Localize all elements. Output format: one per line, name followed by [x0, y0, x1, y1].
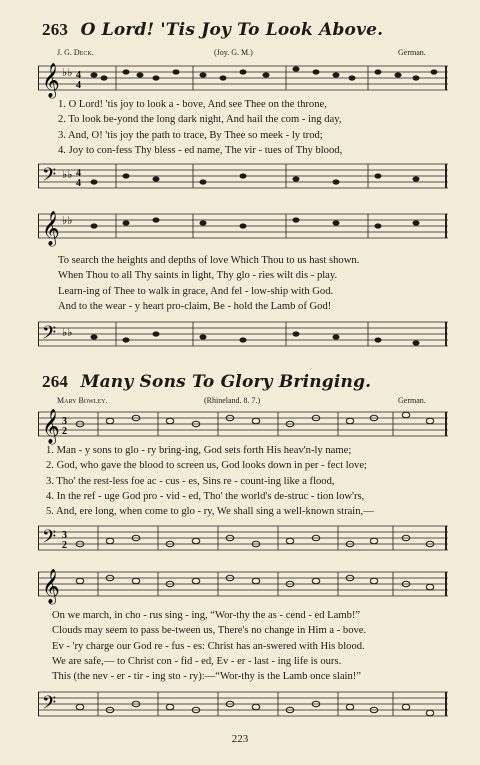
hymn-264-verses-top — [46, 443, 446, 519]
page-number: 223 — [231, 733, 249, 745]
verse-line: Clouds may seem to pass be-tween us, There's no change in Him a - bove. — [52, 625, 367, 637]
verse-line: On we march, in cho - rus sing - ing, “Wor-thy the as - cend - ed Lamb!” — [52, 610, 361, 621]
hymn-264-author: Mary Bowley. — [57, 396, 108, 405]
svg-text:4: 4 — [76, 80, 81, 91]
svg-text:𝄢: 𝄢 — [42, 323, 57, 348]
hymn-264-title — [42, 372, 371, 392]
verse-line: 2. To look be-yond the long dark night, And hail the com - ing day, — [58, 114, 342, 126]
hymn-263-author: J. G. Deck. — [57, 48, 94, 57]
verse-line: 1. Man - y sons to glo - ry bring-ing, God sets forth His heav'n-ly name; — [46, 445, 352, 456]
staff-treble-system-2 — [38, 206, 448, 248]
verse-line: 3. Tho' the rest-less foe ac - cus - es, Sins re - count-ing like a flood, — [46, 475, 335, 487]
verse-line: 4. Joy to con-fess Thy bless - ed name, The vir - tues of Thy blood, — [58, 144, 343, 156]
verse-line: 1. O Lord! 'tis joy to look a - bove, And see Thee on the throne, — [58, 99, 327, 110]
verse-line: Ev - 'ry charge our God re - fus - es: Christ has an-swered with His blood. — [52, 640, 365, 652]
staff-bass-system-3 — [38, 518, 448, 560]
verse-line: When Thou to all Thy saints in light, Thy glo - ries wilt dis - play. — [58, 270, 338, 282]
verse-line: 5. And, ere long, when come to glo - ry, We shall sing a well-known strain,— — [46, 506, 374, 518]
verse-line: 4. In the ref - uge God pro - vid - ed, Tho' the world's de-struc - tion low'rs, — [46, 490, 365, 502]
svg-text:4: 4 — [76, 168, 81, 179]
staff-bass-system-4 — [38, 684, 448, 726]
svg-text:2: 2 — [62, 426, 67, 437]
svg-text:𝄞: 𝄞 — [42, 569, 60, 604]
staff-treble-system-1 — [38, 58, 448, 100]
svg-text:3: 3 — [62, 530, 67, 541]
verse-line: To search the heights and depths of love Which Thou to us hast shown. — [58, 255, 360, 266]
svg-text:♭♭: ♭♭ — [62, 327, 73, 339]
hymn-number: 264 — [42, 372, 69, 391]
verse-line: And to the wear - y heart pro-claim, Be - hold the Lamb of God! — [58, 300, 332, 312]
hymn-263-verses-top — [58, 97, 438, 158]
staff-bass-system-1 — [38, 156, 448, 198]
verse-line: This (the nev - er - tir - ing sto - ry):—“Wor-thy is the Lamb once slain!” — [52, 671, 362, 683]
svg-text:3: 3 — [62, 416, 67, 427]
hymn-263-verses-bottom — [58, 253, 438, 314]
svg-text:4: 4 — [76, 70, 81, 81]
svg-text:4: 4 — [76, 178, 81, 189]
staff-treble-system-3 — [38, 404, 448, 446]
verse-line: 3. And, O! 'tis joy the path to trace, By Thee so meek - ly trod; — [58, 129, 323, 141]
hymn-name: Many Sons To Glory Bringing. — [80, 372, 372, 392]
svg-text:2: 2 — [62, 540, 67, 551]
svg-text:𝄢: 𝄢 — [42, 165, 57, 190]
hymn-264-verses-bottom — [52, 608, 448, 684]
svg-text:♭♭: ♭♭ — [62, 67, 73, 79]
svg-text:𝄢: 𝄢 — [42, 527, 57, 552]
svg-text:𝄞: 𝄞 — [42, 409, 60, 444]
staff-treble-system-4 — [38, 564, 448, 606]
hymn-263-tune: (Joy. G. M.) — [214, 48, 253, 57]
staff-bass-system-2 — [38, 314, 448, 356]
svg-text:𝄢: 𝄢 — [42, 693, 57, 718]
verse-line: We are safe,— to Christ con - fid - ed, Ev - er - last - ing life is ours. — [52, 655, 342, 667]
hymn-264-tune: (Rhineland. 8. 7.) — [204, 396, 261, 405]
svg-text:♭♭: ♭♭ — [62, 215, 73, 227]
svg-text:♭♭: ♭♭ — [62, 169, 73, 181]
hymn-number: 263 — [42, 20, 69, 39]
svg-text:𝄞: 𝄞 — [42, 63, 60, 98]
verse-line: Learn-ing of Thee to walk in grace, And fel - low-ship with God. — [58, 285, 334, 297]
verse-line: 2. God, who gave the blood to screen us, God looks down in per - fect love; — [46, 460, 367, 472]
hymn-264-composer: German. — [398, 396, 426, 405]
hymn-263-composer: German. — [398, 48, 426, 57]
svg-text:𝄞: 𝄞 — [42, 211, 60, 246]
hymn-name: O Lord! 'Tis Joy To Look Above. — [80, 20, 384, 40]
hymn-263-title — [42, 20, 383, 40]
